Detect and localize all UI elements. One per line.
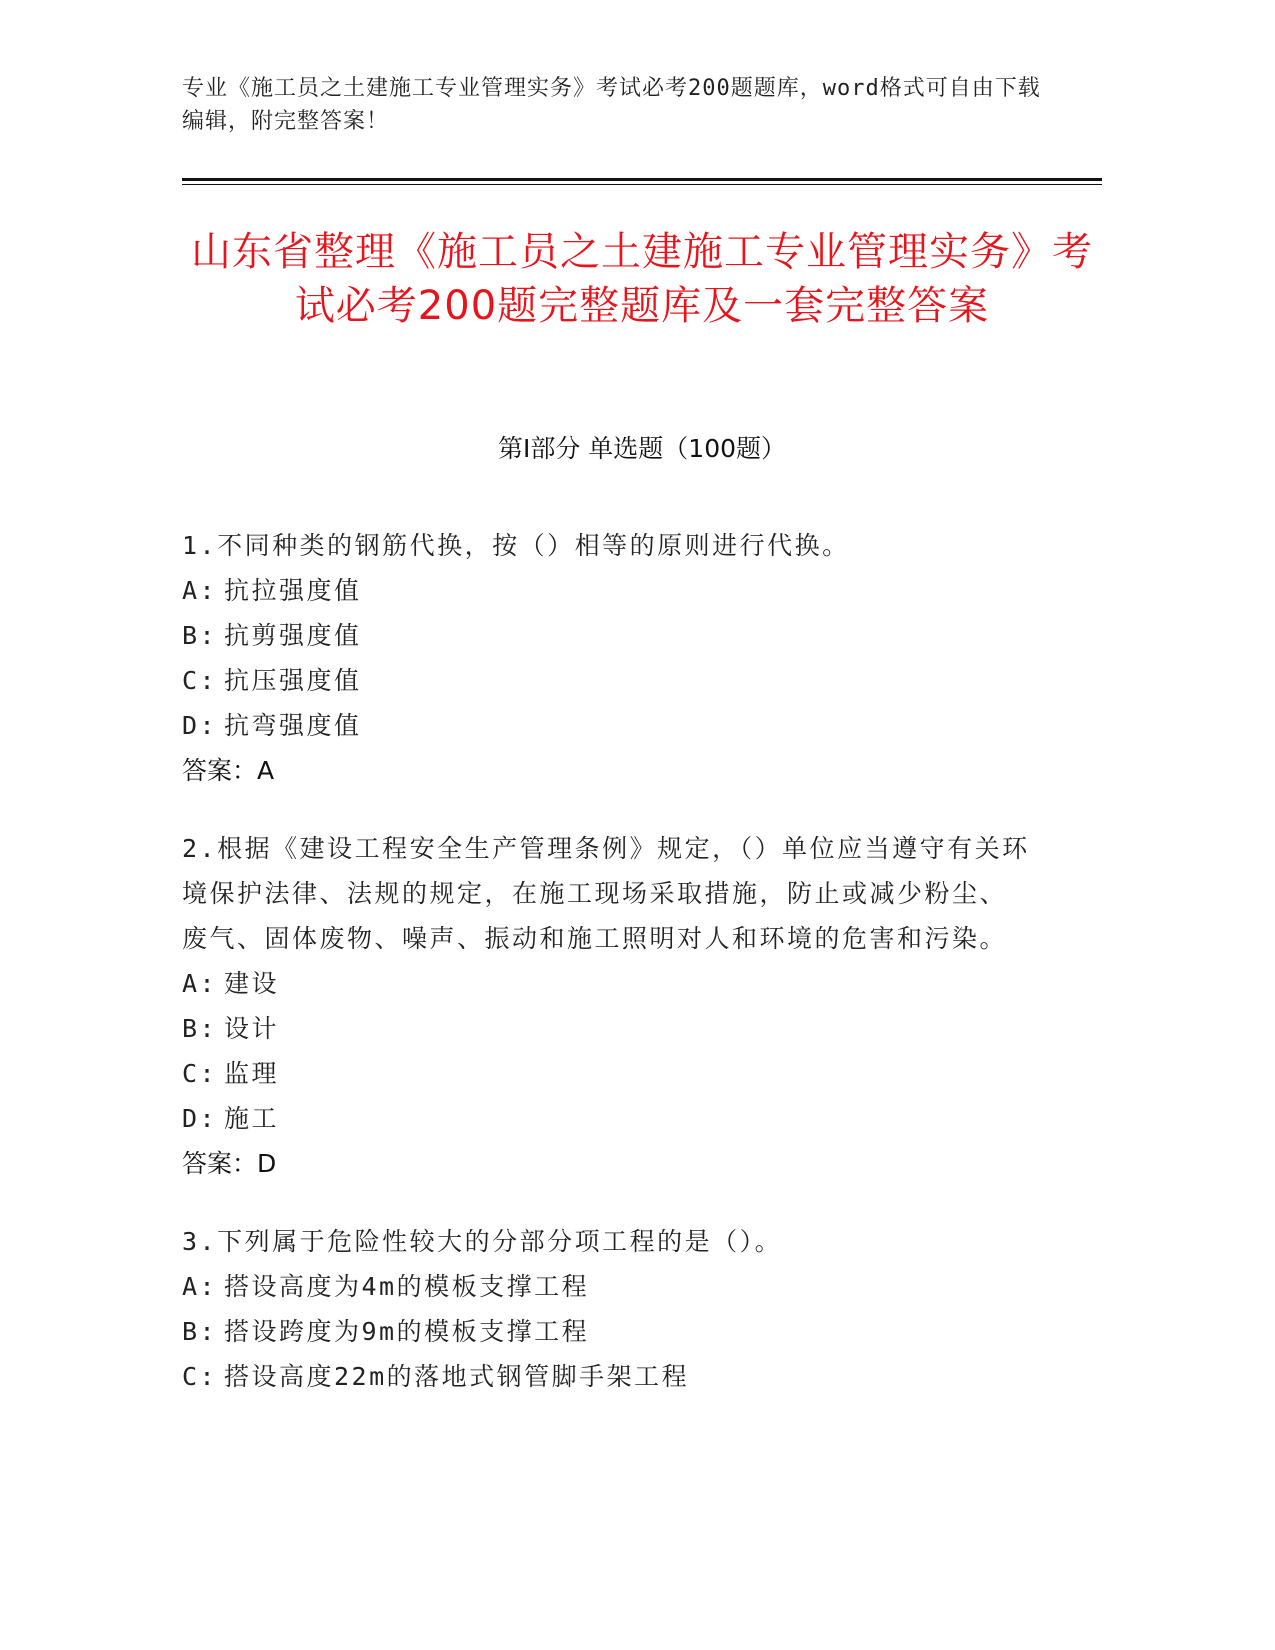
option-text: 建设 [224, 969, 280, 998]
option-letter: A: [182, 1272, 218, 1301]
header-note: 专业《施工员之土建施工专业管理实务》考试必考200题题库，word格式可自由下载编辑，附完整答案！ [182, 76, 1041, 134]
option-letter: B: [182, 1317, 218, 1346]
option-text: 抗拉强度值 [224, 576, 362, 605]
option-letter: B: [182, 1014, 218, 1043]
option-text: 抗剪强度值 [224, 621, 362, 650]
option-letter: C: [182, 1059, 218, 1088]
option-text: 搭设高度22m的落地式钢管脚手架工程 [224, 1362, 690, 1391]
question-answer: 答案：D [182, 1149, 277, 1178]
option-text: 搭设跨度为9m的模板支撑工程 [224, 1317, 590, 1346]
option-a [182, 1264, 1032, 1309]
section-title: 第Ⅰ部分 单选题（100题） [497, 434, 787, 463]
option-d [182, 1096, 1032, 1141]
option-b [182, 613, 1032, 658]
option-text: 设计 [224, 1014, 280, 1043]
option-d [182, 703, 1032, 748]
option-b [182, 1309, 1032, 1354]
header-rule-thin [182, 184, 1102, 185]
option-text: 施工 [224, 1104, 280, 1133]
question-stem: 2.根据《建设工程安全生产管理条例》规定，（）单位应当遵守有关环境保护法律、法规的规定，在施工现场采取措施，防止或减少粉尘、废气、固体废物、噪声、振动和施工照明对人和环境的危害和污染。 [182, 834, 1030, 953]
option-a [182, 568, 1032, 613]
document-title: 山东省整理《施工员之土建施工专业管理实务》考试必考200题完整题库及一套完整答案 [191, 229, 1093, 329]
option-text: 抗压强度值 [224, 666, 362, 695]
option-letter: B: [182, 621, 218, 650]
option-text: 抗弯强度值 [224, 711, 362, 740]
option-text: 监理 [224, 1059, 280, 1088]
option-letter: A: [182, 576, 218, 605]
option-letter: C: [182, 666, 218, 695]
option-letter: D: [182, 1104, 218, 1133]
question-list [182, 523, 1032, 1432]
question-stem: 1.不同种类的钢筋代换，按（）相等的原则进行代换。 [182, 531, 850, 560]
option-letter: A: [182, 969, 218, 998]
option-letter: C: [182, 1362, 218, 1391]
question-2 [182, 826, 1032, 1186]
option-c [182, 1051, 1032, 1096]
header-rule-thick [182, 178, 1102, 181]
question-1 [182, 523, 1032, 793]
question-stem: 3.下列属于危险性较大的分部分项工程的是（）。 [182, 1227, 783, 1256]
option-text: 搭设高度为4m的模板支撑工程 [224, 1272, 590, 1301]
question-3 [182, 1219, 1032, 1399]
option-c [182, 658, 1032, 703]
option-letter: D: [182, 711, 218, 740]
question-answer: 答案：A [182, 756, 275, 785]
option-b [182, 1006, 1032, 1051]
option-c [182, 1354, 1032, 1399]
option-a [182, 961, 1032, 1006]
